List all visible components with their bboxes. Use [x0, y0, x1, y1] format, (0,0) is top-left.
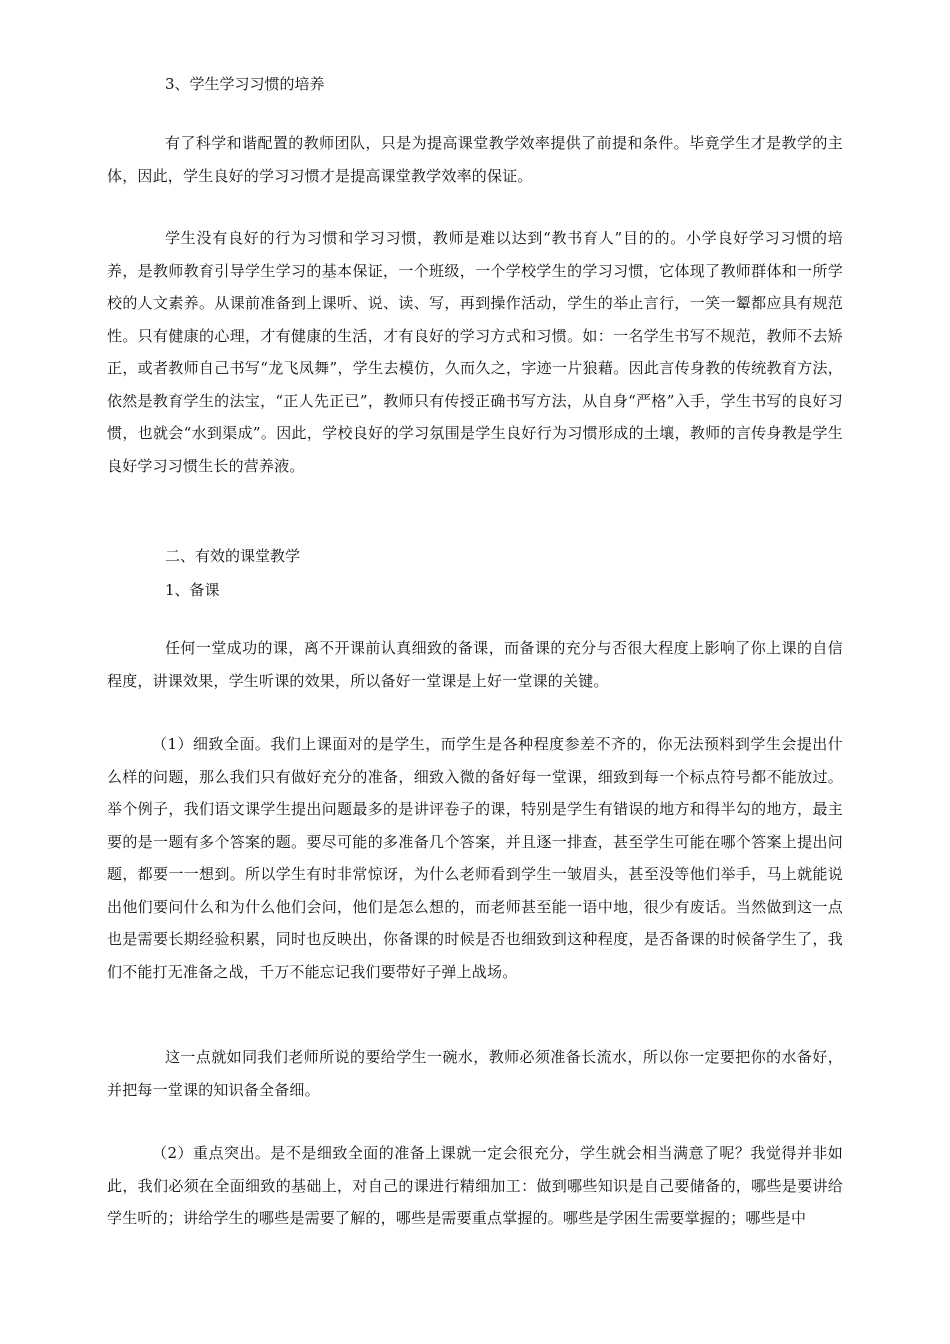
- paragraph-lesson-prep-intro: 任何一堂成功的课，离不开课前认真细致的备课，而备课的充分与否很大程度上影响了你上课的自信程度，讲课效果，学生听课的效果，所以备好一堂课是上好一堂课的关键。: [107, 639, 843, 690]
- paragraph-bowl-of-water: 这一点就如同我们老师所说的要给学生一碗水，教师必须准备长流水，所以你一定要把你的水备好，并把每一堂课的知识备全备细。: [107, 1048, 843, 1099]
- paragraph-key-points: （2）重点突出。是不是细致全面的准备上课就一定会很充分，学生就会相当满意了呢？我觉得并非如此，我们必须在全面细致的基础上，对自己的课进行精细加工：做到哪些知识是自己要储备的，哪些是要讲给学生听的；讲给学生的哪些是需要了解的，哪些是需要重点掌握的。哪些是学困生需要掌握的；哪些是中: [107, 1144, 843, 1227]
- paragraph-detailed-comprehensive: （1）细致全面。我们上课面对的是学生，而学生是各种程度参差不齐的，你无法预料到学生会提出什么样的问题，那么我们只有做好充分的准备，细致入微的备好每一堂课，细致到每一个标点符号都不能放过。举个例子，我们语文课学生提出问题最多的是讲评卷子的课，特别是学生有错误的地方和得半勾的地方，最主要的是一题有多个答案的题。要尽可能的多准备几个答案，并且逐一排查，甚至学生可能在哪个答案上提出问题，都要一一想到。所以学生有时非常惊讶，为什么老师看到学生一皱眉头，甚至没等他们举手，马上就能说出他们要问什么和为什么他们会问，他们是怎么想的，而老师甚至能一语中地，很少有废话。当然做到这一点也是需要长期经验积累，同时也反映出，你备课的时候是否也细致到这种程度，是否备课的时候备学生了，我们不能打无准备之战，千万不能忘记我们要带好子弹上战场。: [107, 735, 843, 981]
- heading-effective-teaching: 二、有效的课堂教学: [165, 547, 301, 565]
- paragraph-behavior-habits: 学生没有良好的行为习惯和学习习惯，教师是难以达到“教书育人”目的的。小学良好学习习惯的培养，是教师教育引导学生学习的基本保证，一个班级，一个学校学生的学习习惯，它体现了教师群体和一所学校的人文素养。从课前准备到上课听、说、读、写，再到操作活动，学生的举止言行，一笑一颦都应具有规范性。只有健康的心理，才有健康的生活，才有良好的学习方式和习惯。如：一名学生书写不规范，教师不去矫正，或者教师自己书写“龙飞凤舞”，学生去模仿，久而久之，字迹一片狼藉。因此言传身教的传统教育方法，依然是教育学生的法宝，“正人先正已”，教师只有传授正确书写方法，从自身“严格”入手，学生书写的良好习惯，也就会“水到渠成”。因此，学校良好的学习氛围是学生良好行为习惯形成的土壤，教师的言传身教是学生良好学习习惯生长的营养液。: [107, 229, 843, 475]
- heading-study-habits: 3、学生学习习惯的培养: [165, 75, 325, 93]
- heading-lesson-prep: 1、备课: [165, 581, 220, 599]
- paragraph-teacher-team: 有了科学和谐配置的教师团队，只是为提高课堂教学效率提供了前提和条件。毕竟学生才是教学的主体，因此，学生良好的学习习惯才是提高课堂教学效率的保证。: [107, 134, 843, 185]
